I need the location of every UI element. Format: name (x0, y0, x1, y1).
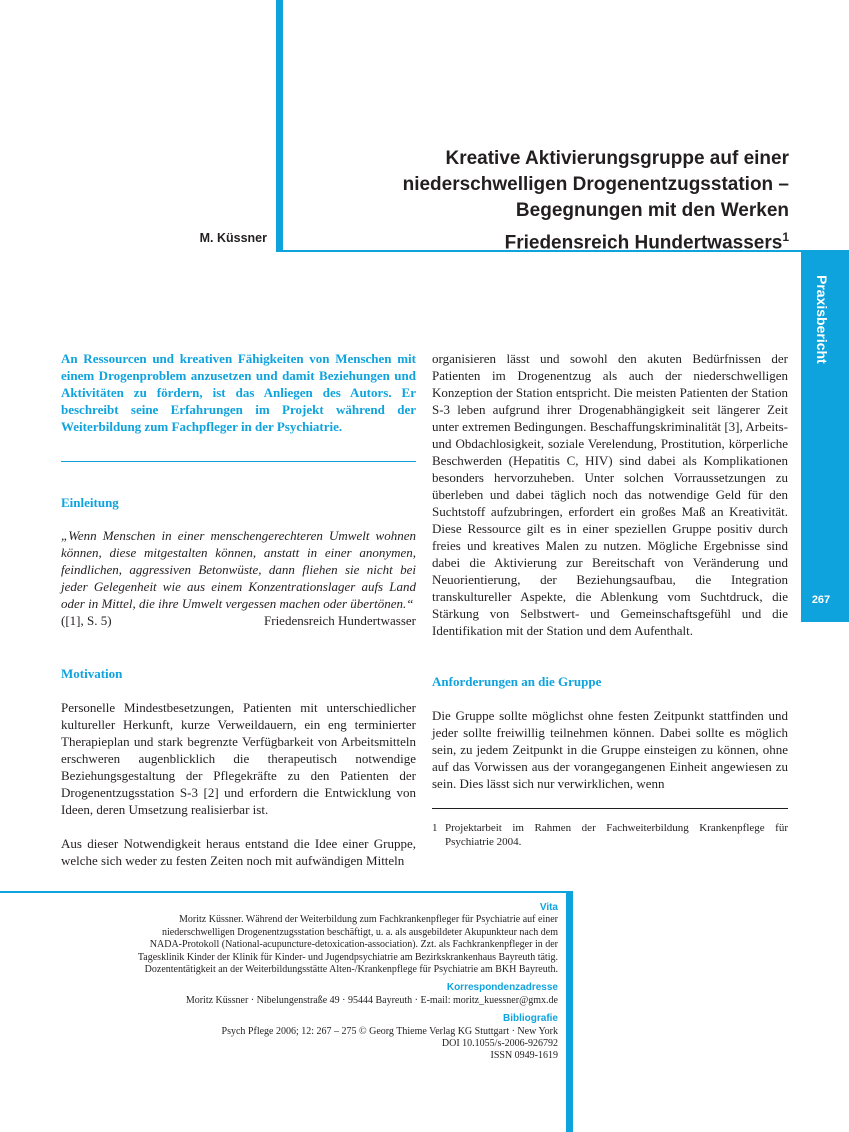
body-paragraph: organisieren lässt und sowohl den akuten Bedürfnissen der Patienten im Drogenentzug als auch der niederschwelligen Konzeption der Station entspricht. Die meisten Patienten der Station S-3 leben aufgrund ihrer Drogenabhängigkeit seit längerer Zeit unter extremen Bedingungen. Beschaffungskriminalität [3], Arbeits- und Obdachlosigkeit, soziale Verelendung, Prostitution, körperliche Beschwerden (Hepatitis C, HIV) sind dabei als Komplikationen besonders hervorzuheben. Unter solchen Vorraussetzungen zu überleben und dabei täglich noch das notwendige Geld für den Suchtstoff aufzubringen, erfordert ein großes Maß an Kreativität. Diese Ressource gilt es in einer speziellen Gruppe positiv durch freies und kreatives Malen zu nutzen. Mögliche Ergebnisse sind dabei die Aktivierung zur Bereitschaft von Veränderung und Neuorientierung, der Beziehungsaufbau, die Integration transkultureller Aspekte, die Ablenkung vom Suchtdruck, die Stärkung von Selbstwert- und Gemeinschaftsgefühl und die Identifikation mit der Station und dem Aufenthalt. (432, 351, 788, 638)
vita-vertical-bar (566, 891, 573, 1132)
correspondence-block (60, 982, 558, 1007)
correspondence-address: Moritz Küssner · Nibelungenstraße 49 · 95444 Bayreuth · E-mail: moritz_kuessner@gmx.de (185, 994, 558, 1006)
body-paragraph: Aus dieser Notwendigkeit heraus entstand die Idee einer Gruppe, welche sich weder zu festen Zeiten noch mit aufwändigen Mitteln (61, 836, 416, 868)
vita-line: Moritz Küssner. Während der Weiterbildung zum Fachkrankenpfleger für Psychiatrie auf einer (179, 914, 558, 926)
bibliography-line: DOI 10.1055/s-2006-926792 (441, 1038, 558, 1050)
footnote-divider (432, 808, 788, 809)
bibliography-line: ISSN 0949-1619 (490, 1050, 558, 1062)
title-line-text: Friedensreich Hundertwassers (504, 232, 783, 254)
title-line: Kreative Aktivierungsgruppe auf einer (445, 148, 789, 169)
body-paragraph: Die Gruppe sollte möglichst ohne festen Zeitpunkt stattfinden und jeder sollte freiwillig teilnehmen können. Dabei sollte es möglich sein, zu jedem Zeitpunkt in die Gruppe einsteigen zu können, ohne auf das Vorwissen aus der vorangegangenen Einheit angewiesen zu sein. Dies lässt sich nur verwirklichen, wenn (432, 708, 788, 791)
body-paragraph: Personelle Mindestbesetzungen, Patienten mit unterschiedlicher kultureller Herkunft, kurze Verweildauern, ein eng terminierter Therapieplan und stark begrenzte Verfügbarkeit von Arbeitsmitteln erschweren augenblicklich die therapeutisch notwendige Beziehungsgestaltung der Pflegekräfte zu den Patienten der Drogenentzugsstation S-3 [2] und erfordern die Entwicklung von Ideen, deren Umsetzung realisierbar ist. (61, 700, 416, 817)
title-line: niederschwelligen Drogenentzugsstation – (402, 174, 789, 195)
right-column (432, 350, 788, 849)
title-line (300, 224, 789, 256)
section-heading-motivation: Motivation (61, 666, 123, 681)
section-heading-requirements: Anforderungen an die Gruppe (432, 674, 602, 689)
vita-line: Tagesklinik Kinder der Klinik für Kinder- und Jugendpsychiatrie am Bezirkskrankenhaus Bayreuth tätig. (137, 951, 558, 963)
bibliography-block (60, 1013, 558, 1063)
article-title (300, 146, 789, 256)
correspondence-heading: Korrespondenzadresse (446, 982, 558, 994)
abstract-divider (61, 461, 416, 462)
author-name: M. Küssner (199, 231, 267, 245)
vita-line: niederschwelligen Drogenentzugsstation beschäftigt, u. a. als ausgebildeter Akupunkteur nach dem (162, 926, 558, 938)
title-footnote-mark: 1 (782, 230, 789, 244)
left-column (61, 350, 416, 869)
bibliography-line: Psych Pflege 2006; 12: 267 – 275 © Georg Thieme Verlag KG Stuttgart · New York (221, 1025, 558, 1037)
section-heading-intro: Einleitung (61, 495, 119, 510)
footnote-text: Projektarbeit im Rahmen der Fachweiterbildung Krankenpflege für Psychiatrie 2004. (445, 822, 788, 848)
page-number: 267 (811, 594, 831, 606)
vita-box (60, 902, 558, 1069)
section-label: Praxisbericht (814, 275, 830, 364)
quote-text: „Wenn Menschen in einer menschengerechteren Umwelt wohnen können, diese mitgestalten können, anstatt in einer anonymen, feindlichen, aggressiven Betonwüste, dann fliehen sie nicht bei jeder Gelegenheit wie aus einem Konzentrationslager aufs Land oder in Mittel, die ihre Umwelt vergessen machen oder übertönen.“ (61, 528, 416, 611)
footnote-mark: 1 (432, 822, 438, 834)
bibliography-heading: Bibliografie (502, 1013, 558, 1025)
quote-source (61, 612, 416, 629)
vita-heading: Vita (539, 902, 558, 913)
header-vertical-bar (276, 0, 283, 251)
title-line: Begegnungen mit den Werken (515, 200, 789, 221)
abstract: An Ressourcen und kreativen Fähigkeiten von Menschen mit einem Drogenproblem anzusetzen und damit Beziehungen und Aktivitäten zu fördern, ist das Anliegen des Autors. Er beschreibt seine Erfahrungen im Projekt während der Weiterbildung zum Fachpfleger in der Psychiatrie. (61, 351, 416, 434)
footnote (432, 821, 788, 849)
vita-rule (0, 891, 573, 893)
vita-line: Dozententätigkeit an der Weiterbildungsstätte Alten-/Krankenpflege für Psychiatrie am BKH Bayreuth. (144, 964, 558, 976)
vita-line: NADA-Protokoll (National-acupuncture-detoxication-association). Zzt. als Fachkrankenpfleger in der (149, 939, 558, 951)
quote-reference: ([1], S. 5) (61, 613, 112, 628)
quote-author: Friedensreich Hundertwasser (264, 613, 416, 628)
vita-block (60, 902, 558, 976)
epigraph-quote (61, 527, 416, 629)
